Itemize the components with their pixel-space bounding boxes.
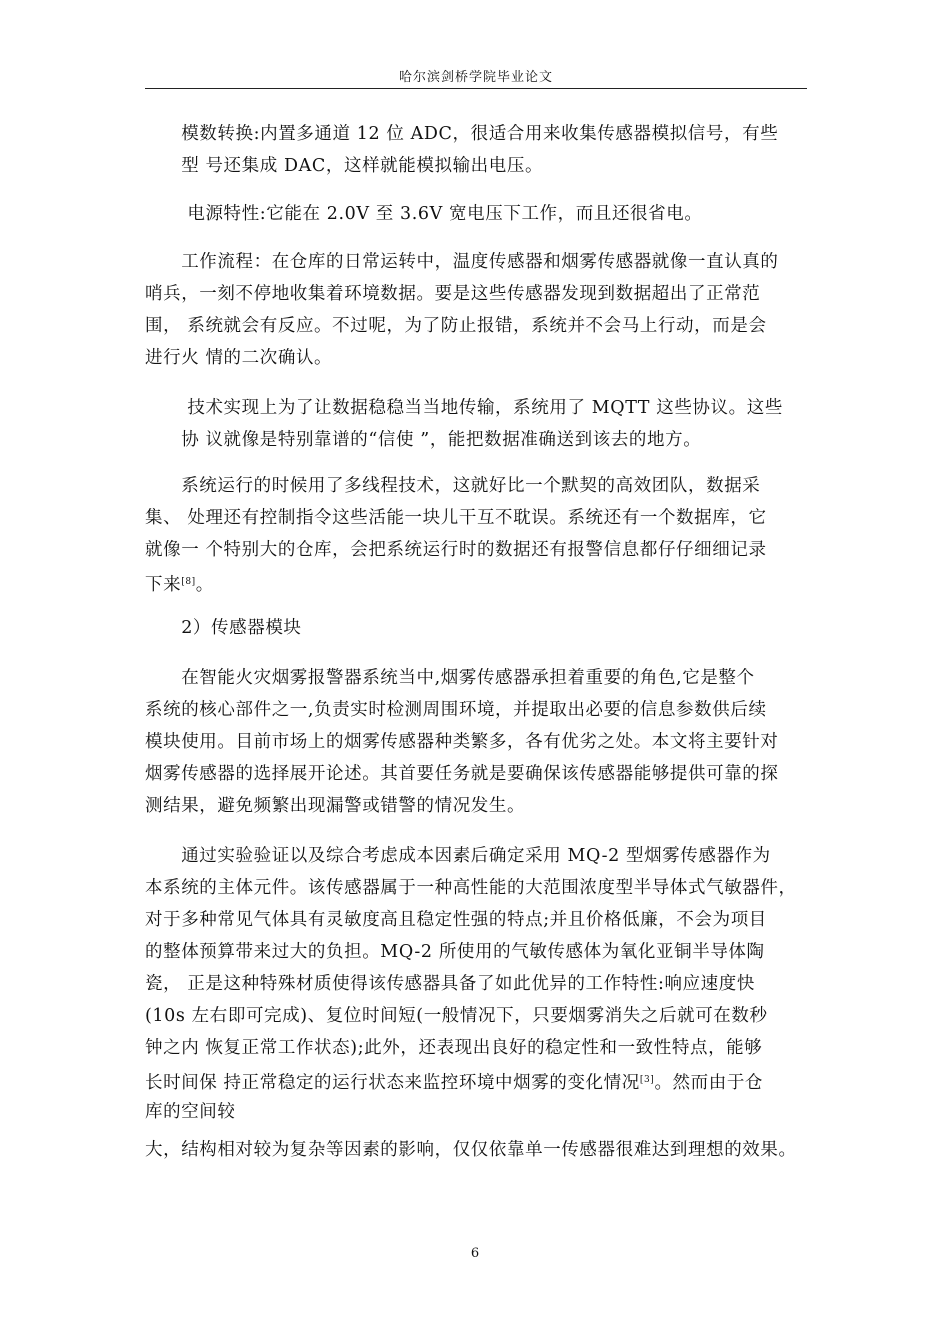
paragraph-mq2 — [145, 840, 807, 1099]
text-line: 系统的核心部件之一,负责实时检测周围环境，并提取出必要的信息参数供后续 — [145, 700, 767, 720]
text-line: 模块使用。目前市场上的烟雾传感器种类繁多，各有优劣之处。本文将主要针对 — [145, 732, 779, 752]
text-line: 就像一 个特别大的仓库，会把系统运行时的数据还有报警信息都仔仔细细记录 — [145, 540, 767, 560]
paragraph-adc — [145, 118, 807, 182]
text-line: 瓷， 正是这种特殊材质使得该传感器具备了如此优异的工作特性:响应速度快 — [145, 974, 755, 994]
text-line: 通过实验验证以及综合考虑成本因素后确定采用 MQ-2 型烟雾传感器作为 — [145, 846, 771, 866]
text-line: 的整体预算带来过大的负担。MQ-2 所使用的气敏传感体为氧化亚铜半导体陶 — [145, 942, 765, 962]
section-heading-sensor-module — [145, 612, 807, 644]
citation-reference: [8] — [181, 577, 196, 587]
text-line: 库的空间较 — [145, 1102, 236, 1122]
line-text: 长时间保 持正常稳定的运行状态来监控环境中烟雾的变化情况 — [145, 1073, 640, 1093]
text-line: 协 议就像是特别靠谱的“信使 ”，能把数据准确送到该去的地方。 — [145, 430, 702, 450]
text-line — [145, 1064, 807, 1099]
citation-reference: [3] — [639, 1075, 655, 1085]
paragraph-mqtt — [145, 392, 807, 456]
text-line: (10s 左右即可完成)、复位时间短(一般情况下，只要烟雾消失之后就可在数秒 — [145, 1006, 768, 1026]
text-line: 电源特性:它能在 2.0V 至 3.6V 宽电压下工作，而且还很省电。 — [145, 204, 703, 224]
text-line: 大，结构相对较为复杂等因素的影响，仅仅依靠单一传感器很难达到理想的效果。 — [145, 1140, 797, 1160]
header-rule — [145, 88, 807, 89]
text-line: 在智能火灾烟雾报警器系统当中,烟雾传感器承担着重要的角色,它是整个 — [145, 668, 755, 688]
text-line: 哨兵，一刻不停地收集着环境数据。要是这些传感器发现到数据超出了正常范 — [145, 284, 761, 304]
text-line: 进行火 情的二次确认。 — [145, 348, 333, 368]
text-line — [145, 566, 807, 601]
paragraph-fragment — [145, 1096, 807, 1128]
paragraph-power — [145, 198, 807, 230]
paragraph-multithread — [145, 470, 807, 601]
text-line: 烟雾传感器的选择展开论述。其首要任务就是要确保该传感器能够提供可靠的探 — [145, 764, 779, 784]
text-line: 本系统的主体元件。该传感器属于一种高性能的大范围浓度型半导体式气敏器件， — [145, 878, 797, 898]
text-line: 型 号还集成 DAC，这样就能模拟输出电压。 — [145, 156, 544, 176]
text-line: 对于多种常见气体具有灵敏度高且稳定性强的特点;并且价格低廉，不会为项目 — [145, 910, 767, 930]
text-line: 测结果，避免频繁出现漏警或错警的情况发生。 — [145, 796, 526, 816]
page-number: 6 — [470, 1246, 480, 1261]
line-tail: 。然而由于仓 — [654, 1073, 764, 1093]
paragraph-smoke-sensor — [145, 662, 807, 822]
text-line: 技术实现上为了让数据稳稳当当地传输，系统用了 MQTT 这些协议。这些 — [145, 398, 783, 418]
line-text: 下来 — [145, 575, 182, 595]
line-tail: 。 — [195, 575, 214, 595]
text-line: 钟之内 恢复正常工作状态);此外，还表现出良好的稳定性和一致性特点，能够 — [145, 1038, 763, 1058]
running-header: 哈尔滨剑桥学院毕业论文 — [398, 70, 553, 85]
text-line: 集、 处理还有控制指令这些活能一块儿干互不耽误。系统还有一个数据库，它 — [145, 508, 767, 528]
text-line: 工作流程：在仓库的日常运转中，温度传感器和烟雾传感器就像一直认真的 — [145, 252, 779, 272]
paragraph-conclusion — [145, 1134, 807, 1166]
text-line: 模数转换:内置多通道 12 位 ADC，很适合用来收集传感器模拟信号，有些 — [145, 124, 779, 144]
text-line: 系统运行的时候用了多线程技术，这就好比一个默契的高效团队，数据采 — [145, 476, 761, 496]
text-line: 2）传感器模块 — [145, 618, 302, 638]
paragraph-workflow — [145, 246, 807, 374]
text-line: 围， 系统就会有反应。不过呢，为了防止报错，系统并不会马上行动，而是会 — [145, 316, 767, 336]
